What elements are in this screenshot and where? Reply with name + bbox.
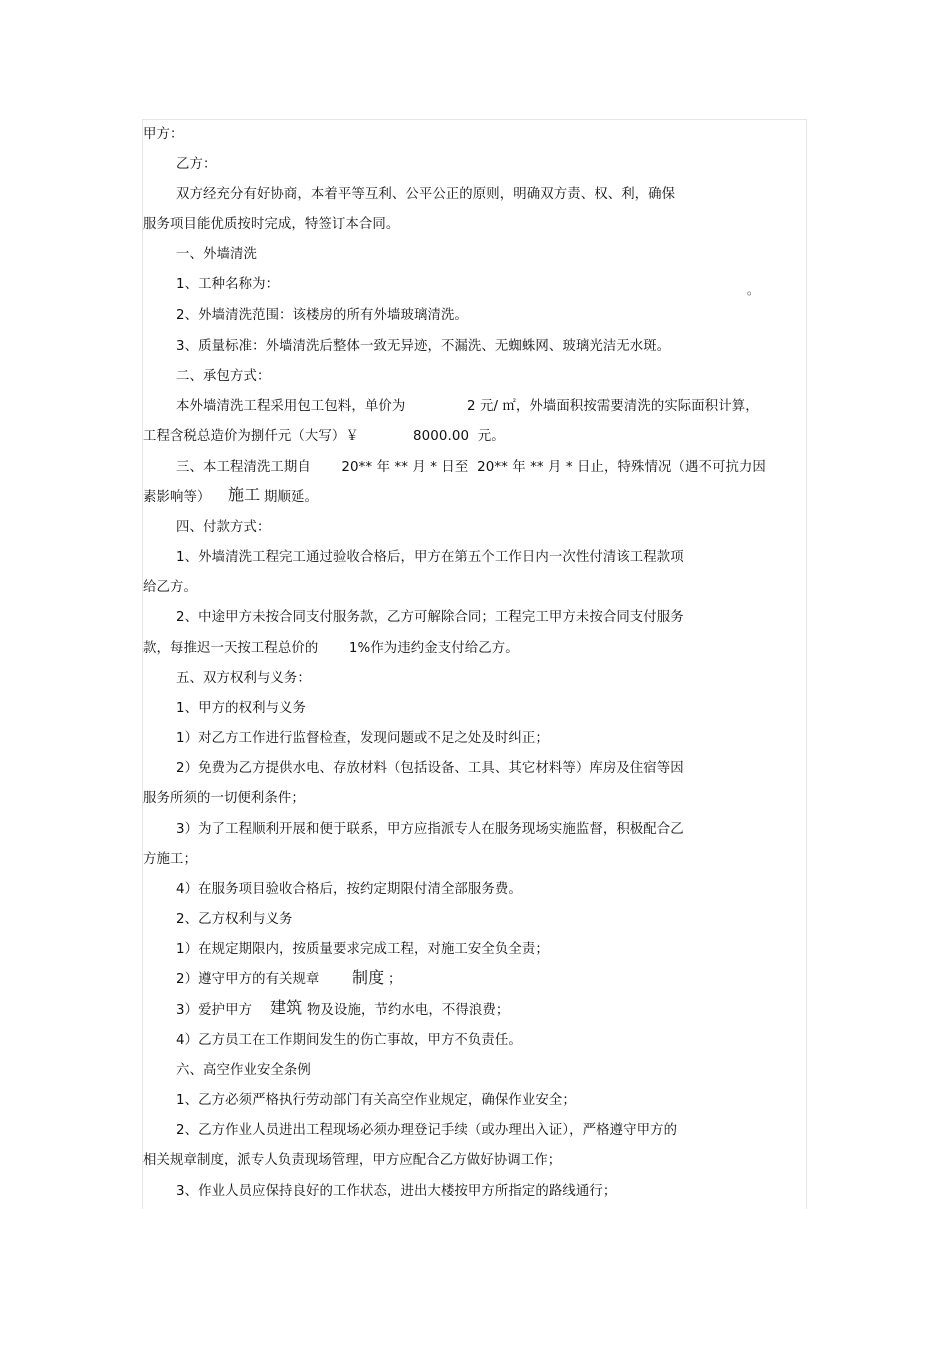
section-5-b-title: 2、乙方权利与义务 bbox=[176, 912, 293, 927]
section-2-para-1-b: 2 元/ ㎡，外墙面积按需要清洗的实际面积计算， bbox=[467, 399, 759, 414]
section-6-title: 六、高空作业安全条例 bbox=[176, 1063, 311, 1078]
section-5-a-item-4: 4）在服务项目验收合格后，按约定期限付清全部服务费。 bbox=[176, 882, 522, 897]
section-5-a-item-3-b: 方施工； bbox=[143, 852, 197, 867]
section-1-item-3: 3、质量标准：外墙清洗后整体一致无异迹，不漏洗、无蜘蛛网、玻璃光洁无水斑。 bbox=[176, 339, 671, 354]
section-6-item-2-b: 相关规章制度，派专人负责现场管理，甲方应配合乙方做好协调工作； bbox=[143, 1153, 562, 1168]
intro-line-1: 双方经充分有好协商，本着平等互利、公平公正的原则，明确双方责、权、利，确保 bbox=[176, 187, 676, 202]
section-2-para-2-b: 8000.00 元。 bbox=[413, 429, 505, 444]
section-1-title: 一、外墙清洗 bbox=[176, 247, 257, 262]
section-1-item-2: 2、外墙清洗范围：该楼房的所有外墙玻璃清洗。 bbox=[176, 308, 468, 323]
section-5-b-item-2-big: 制度 bbox=[352, 968, 385, 987]
section-3-para-2-b: 期顺延。 bbox=[264, 490, 318, 505]
section-6-item-3: 3、作业人员应保持良好的工作状态，进出大楼按甲方所指定的路线通行； bbox=[176, 1184, 617, 1199]
party-a-label: 甲方： bbox=[143, 127, 184, 142]
section-3-para-2-big: 施工 bbox=[228, 485, 261, 504]
section-5-b-item-3-big: 建筑 bbox=[270, 998, 303, 1017]
section-3-para-1: 三、本工程清洗工期自 20** 年 ** 月 * 日至 20** 年 ** 月 * 日止，特殊情况（遇不可抗力因 bbox=[176, 460, 766, 475]
section-5-b-item-1: 1）在规定期限内，按质量要求完成工程，对施工安全负全责； bbox=[176, 942, 549, 957]
section-6-item-2-a: 2、乙方作业人员进出工程现场必须办理登记手续（或办理出入证），严格遵守甲方的 bbox=[176, 1123, 678, 1138]
section-5-a-item-2-a: 2）免费为乙方提供水电、存放材料（包括设备、工具、其它材料等）库房及住宿等因 bbox=[176, 761, 684, 776]
section-5-b-item-2-a: 2）遵守甲方的有关规章 bbox=[176, 972, 320, 987]
section-4-item-2-a: 2、中途甲方未按合同支付服务款，乙方可解除合同；工程完工甲方未按合同支付服务 bbox=[176, 610, 684, 625]
section-5-b-item-2-b: ； bbox=[388, 972, 402, 987]
section-5-a-item-1: 1）对乙方工作进行监督检查，发现问题或不足之处及时纠正； bbox=[176, 731, 549, 746]
section-6-item-1: 1、乙方必须严格执行劳动部门有关高空作业规定，确保作业安全； bbox=[176, 1093, 576, 1108]
section-5-b-item-3-a: 3）爱护甲方 bbox=[176, 1003, 253, 1018]
party-b-label: 乙方： bbox=[176, 157, 217, 172]
section-4-item-1-b: 给乙方。 bbox=[143, 580, 197, 595]
section-4-item-1-a: 1、外墙清洗工程完工通过验收合格后，甲方在第五个工作日内一次性付清该工程款项 bbox=[176, 550, 684, 565]
section-5-title: 五、双方权利与义务： bbox=[176, 671, 311, 686]
section-1-item-1: 1、工种名称为： bbox=[176, 277, 280, 292]
section-2-para-1-a: 本外墙清洗工程采用包工包料，单价为 bbox=[176, 399, 406, 414]
section-2-title: 二、承包方式： bbox=[176, 369, 271, 384]
section-1-item-1-end: 。 bbox=[747, 283, 760, 297]
section-5-b-item-4: 4）乙方员工在工作期间发生的伤亡事故，甲方不负责任。 bbox=[176, 1033, 522, 1048]
section-2-para-2-a: 工程含税总造价为捌仟元（大写）￥ bbox=[143, 429, 359, 444]
section-4-title: 四、付款方式： bbox=[176, 520, 271, 535]
section-5-a-title: 1、甲方的权利与义务 bbox=[176, 701, 307, 716]
intro-line-2: 服务项目能优质按时完成，特签订本合同。 bbox=[143, 217, 400, 232]
section-5-a-item-2-b: 服务所须的一切便利条件； bbox=[143, 791, 305, 806]
section-5-b-item-3-b: 物及设施，节约水电，不得浪费； bbox=[307, 1003, 510, 1018]
section-3-para-2-a: 素影响等） bbox=[143, 490, 211, 505]
section-5-a-item-3-a: 3）为了工程顺利开展和便于联系，甲方应指派专人在服务现场实施监督，积极配合乙 bbox=[176, 822, 684, 837]
section-4-item-2-b: 款，每推迟一天按工程总价的 1%作为违约金支付给乙方。 bbox=[143, 641, 519, 656]
